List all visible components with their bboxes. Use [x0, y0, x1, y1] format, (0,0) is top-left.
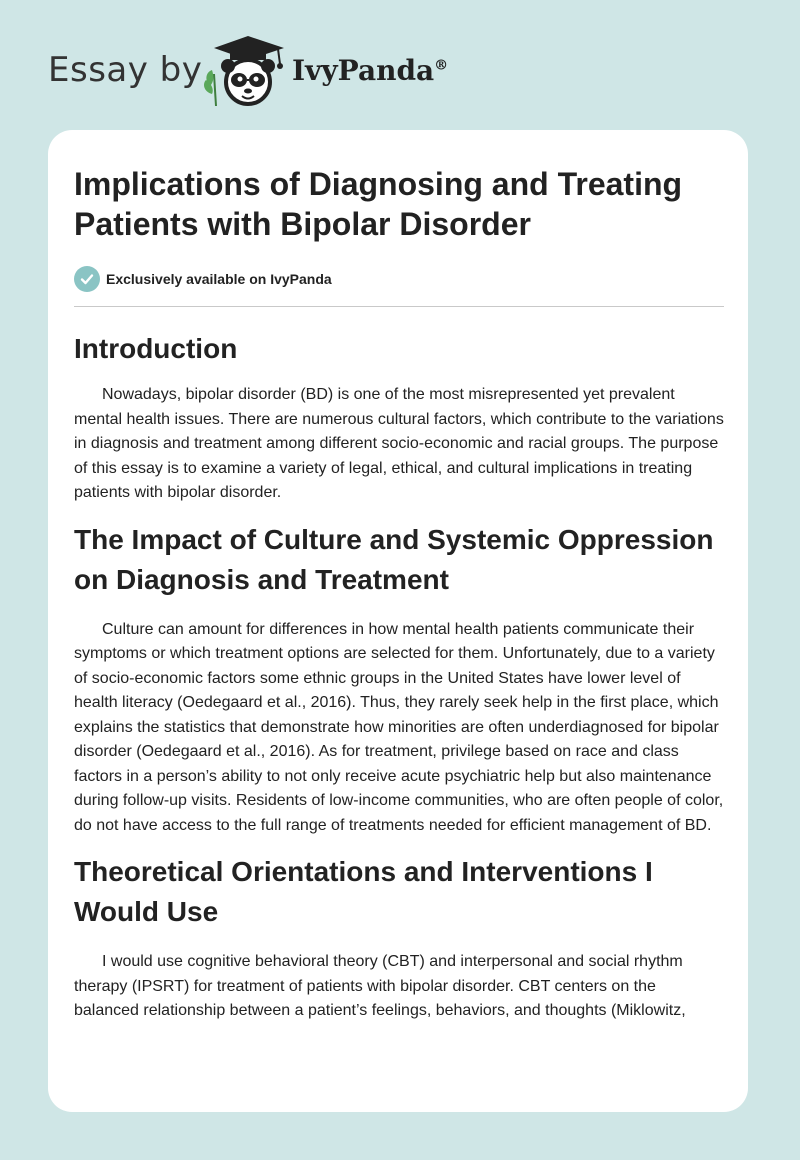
brand-text: IvyPanda [292, 54, 435, 87]
divider [74, 306, 724, 307]
section-paragraph-impact: Culture can amount for differences in how mental health patients communicate their symptoms or which treatment options are selected for them. Unfortunately, due to a variety of socio-economic factors some ethnic groups in the United States have lower level of health literacy (Oedegaard et al., 2016). Thus, they rarely seek help in the first place, which explains the statistics that demonstrate how minorities are often underdiagnosed for bipolar disorder (Oedegaard et al., 2016). As for treatment, privilege based on race and class factors in a person’s ability to not only receive acute psychiatric help but also maintenance during follow-up visits. Residents of low-income communities, who are often people of color, do not have access to the full range of treatments needed for efficient management of BD. [74, 620, 724, 834]
panda-logo-icon[interactable] [200, 34, 288, 110]
registered-mark: ® [434, 57, 449, 74]
exclusive-label: Exclusively available on IvyPanda [106, 271, 332, 287]
essay-title: Implications of Diagnosing and Treating Patients with Bipolar Disorder [74, 166, 683, 242]
essay-content [74, 164, 724, 1024]
essay-by-label: Essay by [48, 50, 203, 90]
site-header [48, 34, 648, 114]
brand-name[interactable] [292, 54, 448, 87]
section-heading-impact: The Impact of Culture and Systemic Oppression on Diagnosis and Treatment [74, 523, 714, 595]
section-heading-theory: Theoretical Orientations and Interventions I Would Use [74, 856, 653, 927]
essay-card [48, 130, 748, 1112]
exclusive-badge [74, 266, 724, 292]
section-paragraph-introduction: Nowadays, bipolar disorder (BD) is one of the most misrepresented yet prevalent mental health issues. There are numerous cultural factors, which contribute to the variations in diagnosis and treatment among different socio-economic and racial groups. The purpose of this essay is to examine a variety of legal, ethical, and cultural implications in treating patients with bipolar disorder. [74, 386, 724, 501]
section-paragraph-theory: I would use cognitive behavioral theory (CBT) and interpersonal and social rhythm therapy (IPSRT) for treatment of patients with bipolar disorder. CBT centers on the balanced relationship between a patient’s feelings, behaviors, and thoughts (Miklowitz, [74, 953, 686, 1019]
check-circle-icon [74, 266, 100, 292]
section-heading-introduction: Introduction [74, 333, 238, 364]
